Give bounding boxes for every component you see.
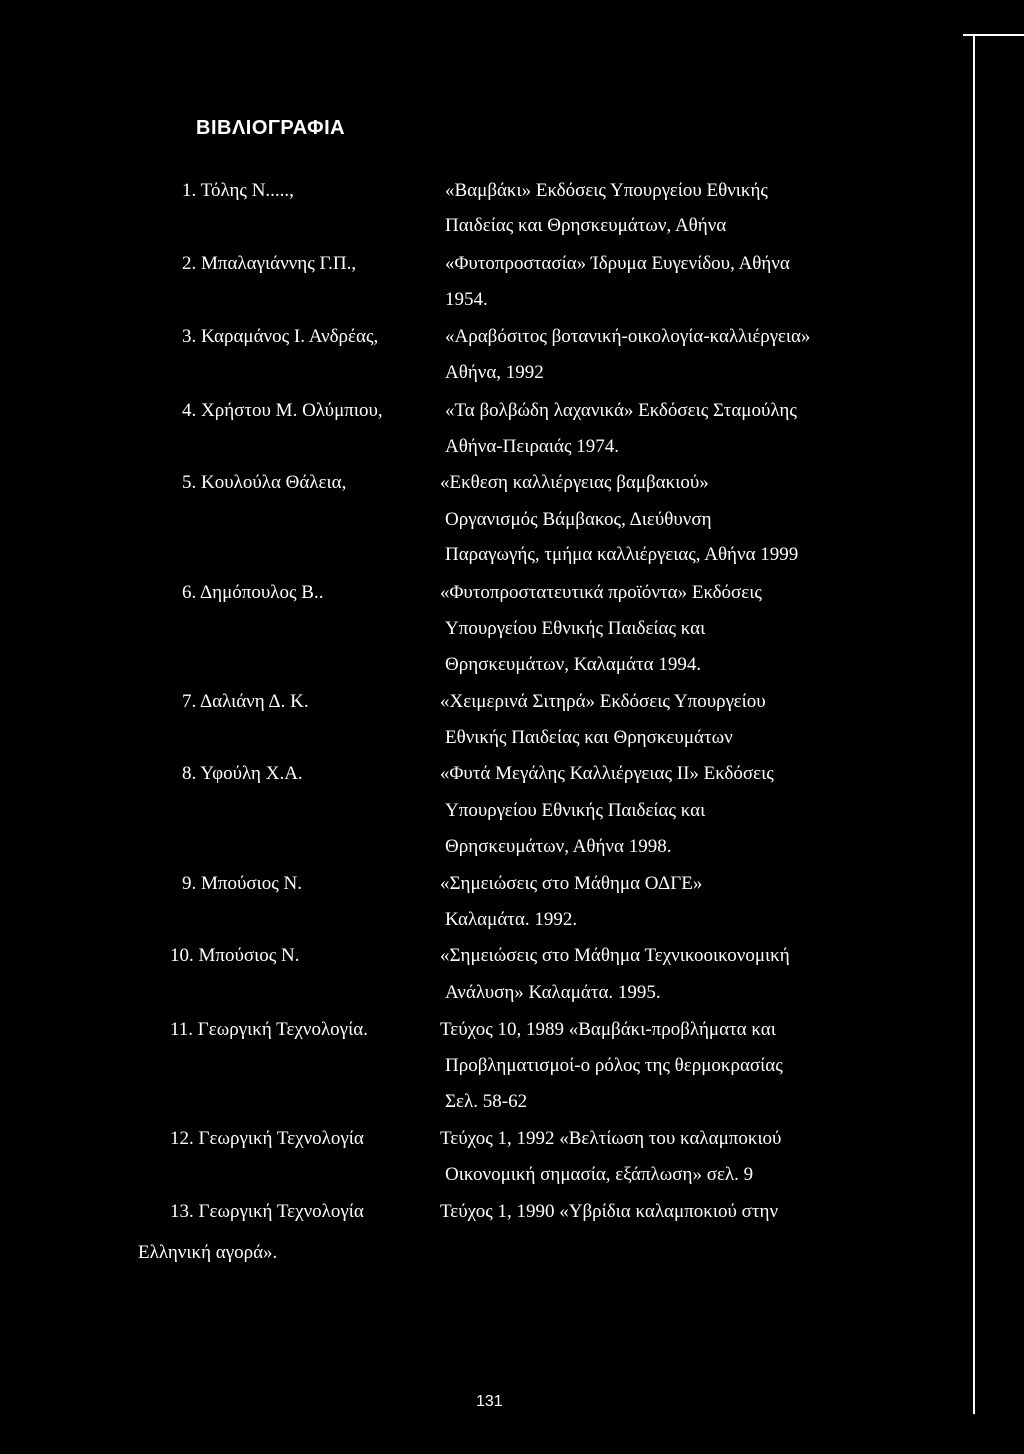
- entry-4-line-2: Αθήνα-Πειραιάς 1974.: [445, 436, 619, 457]
- entry-11-line-3: Σελ. 58-62: [445, 1091, 528, 1112]
- entry-9-line-1: «Σημειώσεις στο Μάθημα ΟΔΓΕ»: [440, 873, 703, 894]
- entry-4-line-1: «Τα βολβώδη λαχανικά» Εκδόσεις Σταμούλης: [445, 400, 797, 421]
- entry-5-line-1: «Εκθεση καλλιέργειας βαμβακιού»: [440, 472, 709, 493]
- entry-1-line-2: Παιδείας και Θρησκευμάτων, Αθήνα: [445, 215, 727, 236]
- entry-10-line-2: Ανάλυση» Καλαμάτα. 1995.: [445, 982, 661, 1003]
- entry-2-line-1: «Φυτοπροστασία» Ίδρυμα Ευγενίδου, Αθήνα: [445, 253, 790, 274]
- entry-6-author: 6. Δημόπουλος Β..: [182, 582, 324, 603]
- entry-7-line-2: Εθνικής Παιδείας και Θρησκευμάτων: [445, 727, 733, 748]
- bibliography-heading: ΒΙΒΛΙΟΓΡΑΦΙΑ: [196, 117, 346, 139]
- entry-2-line-2: 1954.: [445, 289, 488, 310]
- entry-1-author: 1. Τόλης Ν.....,: [182, 180, 294, 201]
- entry-7-author: 7. Δαλιάνη Δ. Κ.: [182, 691, 309, 712]
- entry-5-line-3: Παραγωγής, τμήμα καλλιέργειας, Αθήνα 1999: [445, 544, 799, 565]
- entry-11-author: 11. Γεωργική Τεχνολογία.: [170, 1019, 368, 1040]
- entry-11-line-2: Προβληματισμοί-ο ρόλος της θερμοκρασίας: [445, 1055, 783, 1076]
- entry-7-line-1: «Χειμερινά Σιτηρά» Εκδόσεις Υπουργείου: [440, 691, 766, 712]
- entry-13-author: 13. Γεωργική Τεχνολογία: [170, 1201, 364, 1222]
- entry-12-author: 12. Γεωργική Τεχνολογία: [170, 1128, 364, 1149]
- page-number: 131: [476, 1393, 503, 1410]
- entry-8-author: 8. Υφούλη Χ.Α.: [182, 763, 303, 784]
- entry-10-author: 10. Μπούσιος Ν.: [170, 945, 300, 966]
- entry-5-author: 5. Κουλούλα Θάλεια,: [182, 472, 347, 493]
- entry-3-line-2: Αθήνα, 1992: [445, 362, 544, 383]
- entry-2-author: 2. Μπαλαγιάννης Γ.Π.,: [182, 253, 357, 274]
- entry-6-line-1: «Φυτοπροστατευτικά προϊόντα» Εκδόσεις: [440, 582, 762, 603]
- entry-4-author: 4. Χρήστου Μ. Ολύμπιου,: [182, 400, 383, 421]
- entry-11-line-1: Τεύχος 10, 1989 «Βαμβάκι-προβλήματα και: [440, 1019, 776, 1040]
- entry-6-line-3: Θρησκευμάτων, Καλαμάτα 1994.: [445, 654, 702, 675]
- entry-10-line-1: «Σημειώσεις στο Μάθημα Τεχνικοοικονομική: [440, 945, 790, 966]
- entry-3-author: 3. Καραμάνος Ι. Ανδρέας,: [182, 326, 379, 347]
- entry-8-line-1: «Φυτά Μεγάλης Καλλιέργειας ΙΙ» Εκδόσεις: [440, 763, 774, 784]
- entry-13-continuation: Ελληνική αγορά».: [138, 1242, 278, 1263]
- entry-3-line-1: «Αραβόσιτος βοτανική-οικολογία-καλλιέργεια»: [445, 326, 811, 347]
- entry-1-line-1: «Βαμβάκι» Εκδόσεις Υπουργείου Εθνικής: [445, 180, 768, 201]
- entry-6-line-2: Υπουργείου Εθνικής Παιδείας και: [445, 618, 706, 639]
- right-margin-rule: [973, 34, 975, 1414]
- entry-9-author: 9. Μπούσιος Ν.: [182, 873, 302, 894]
- entry-8-line-3: Θρησκευμάτων, Αθήνα 1998.: [445, 836, 672, 857]
- entry-8-line-2: Υπουργείου Εθνικής Παιδείας και: [445, 800, 706, 821]
- entry-9-line-2: Καλαμάτα. 1992.: [445, 909, 578, 930]
- entry-12-line-1: Τεύχος 1, 1992 «Βελτίωση του καλαμποκιού: [440, 1128, 782, 1149]
- entry-12-line-2: Οικονομική σημασία, εξάπλωση» σελ. 9: [445, 1164, 754, 1185]
- entry-13-line-1: Τεύχος 1, 1990 «Υβρίδια καλαμποκιού στην: [440, 1201, 779, 1222]
- entry-5-line-2: Οργανισμός Βάμβακος, Διεύθυνση: [445, 509, 712, 530]
